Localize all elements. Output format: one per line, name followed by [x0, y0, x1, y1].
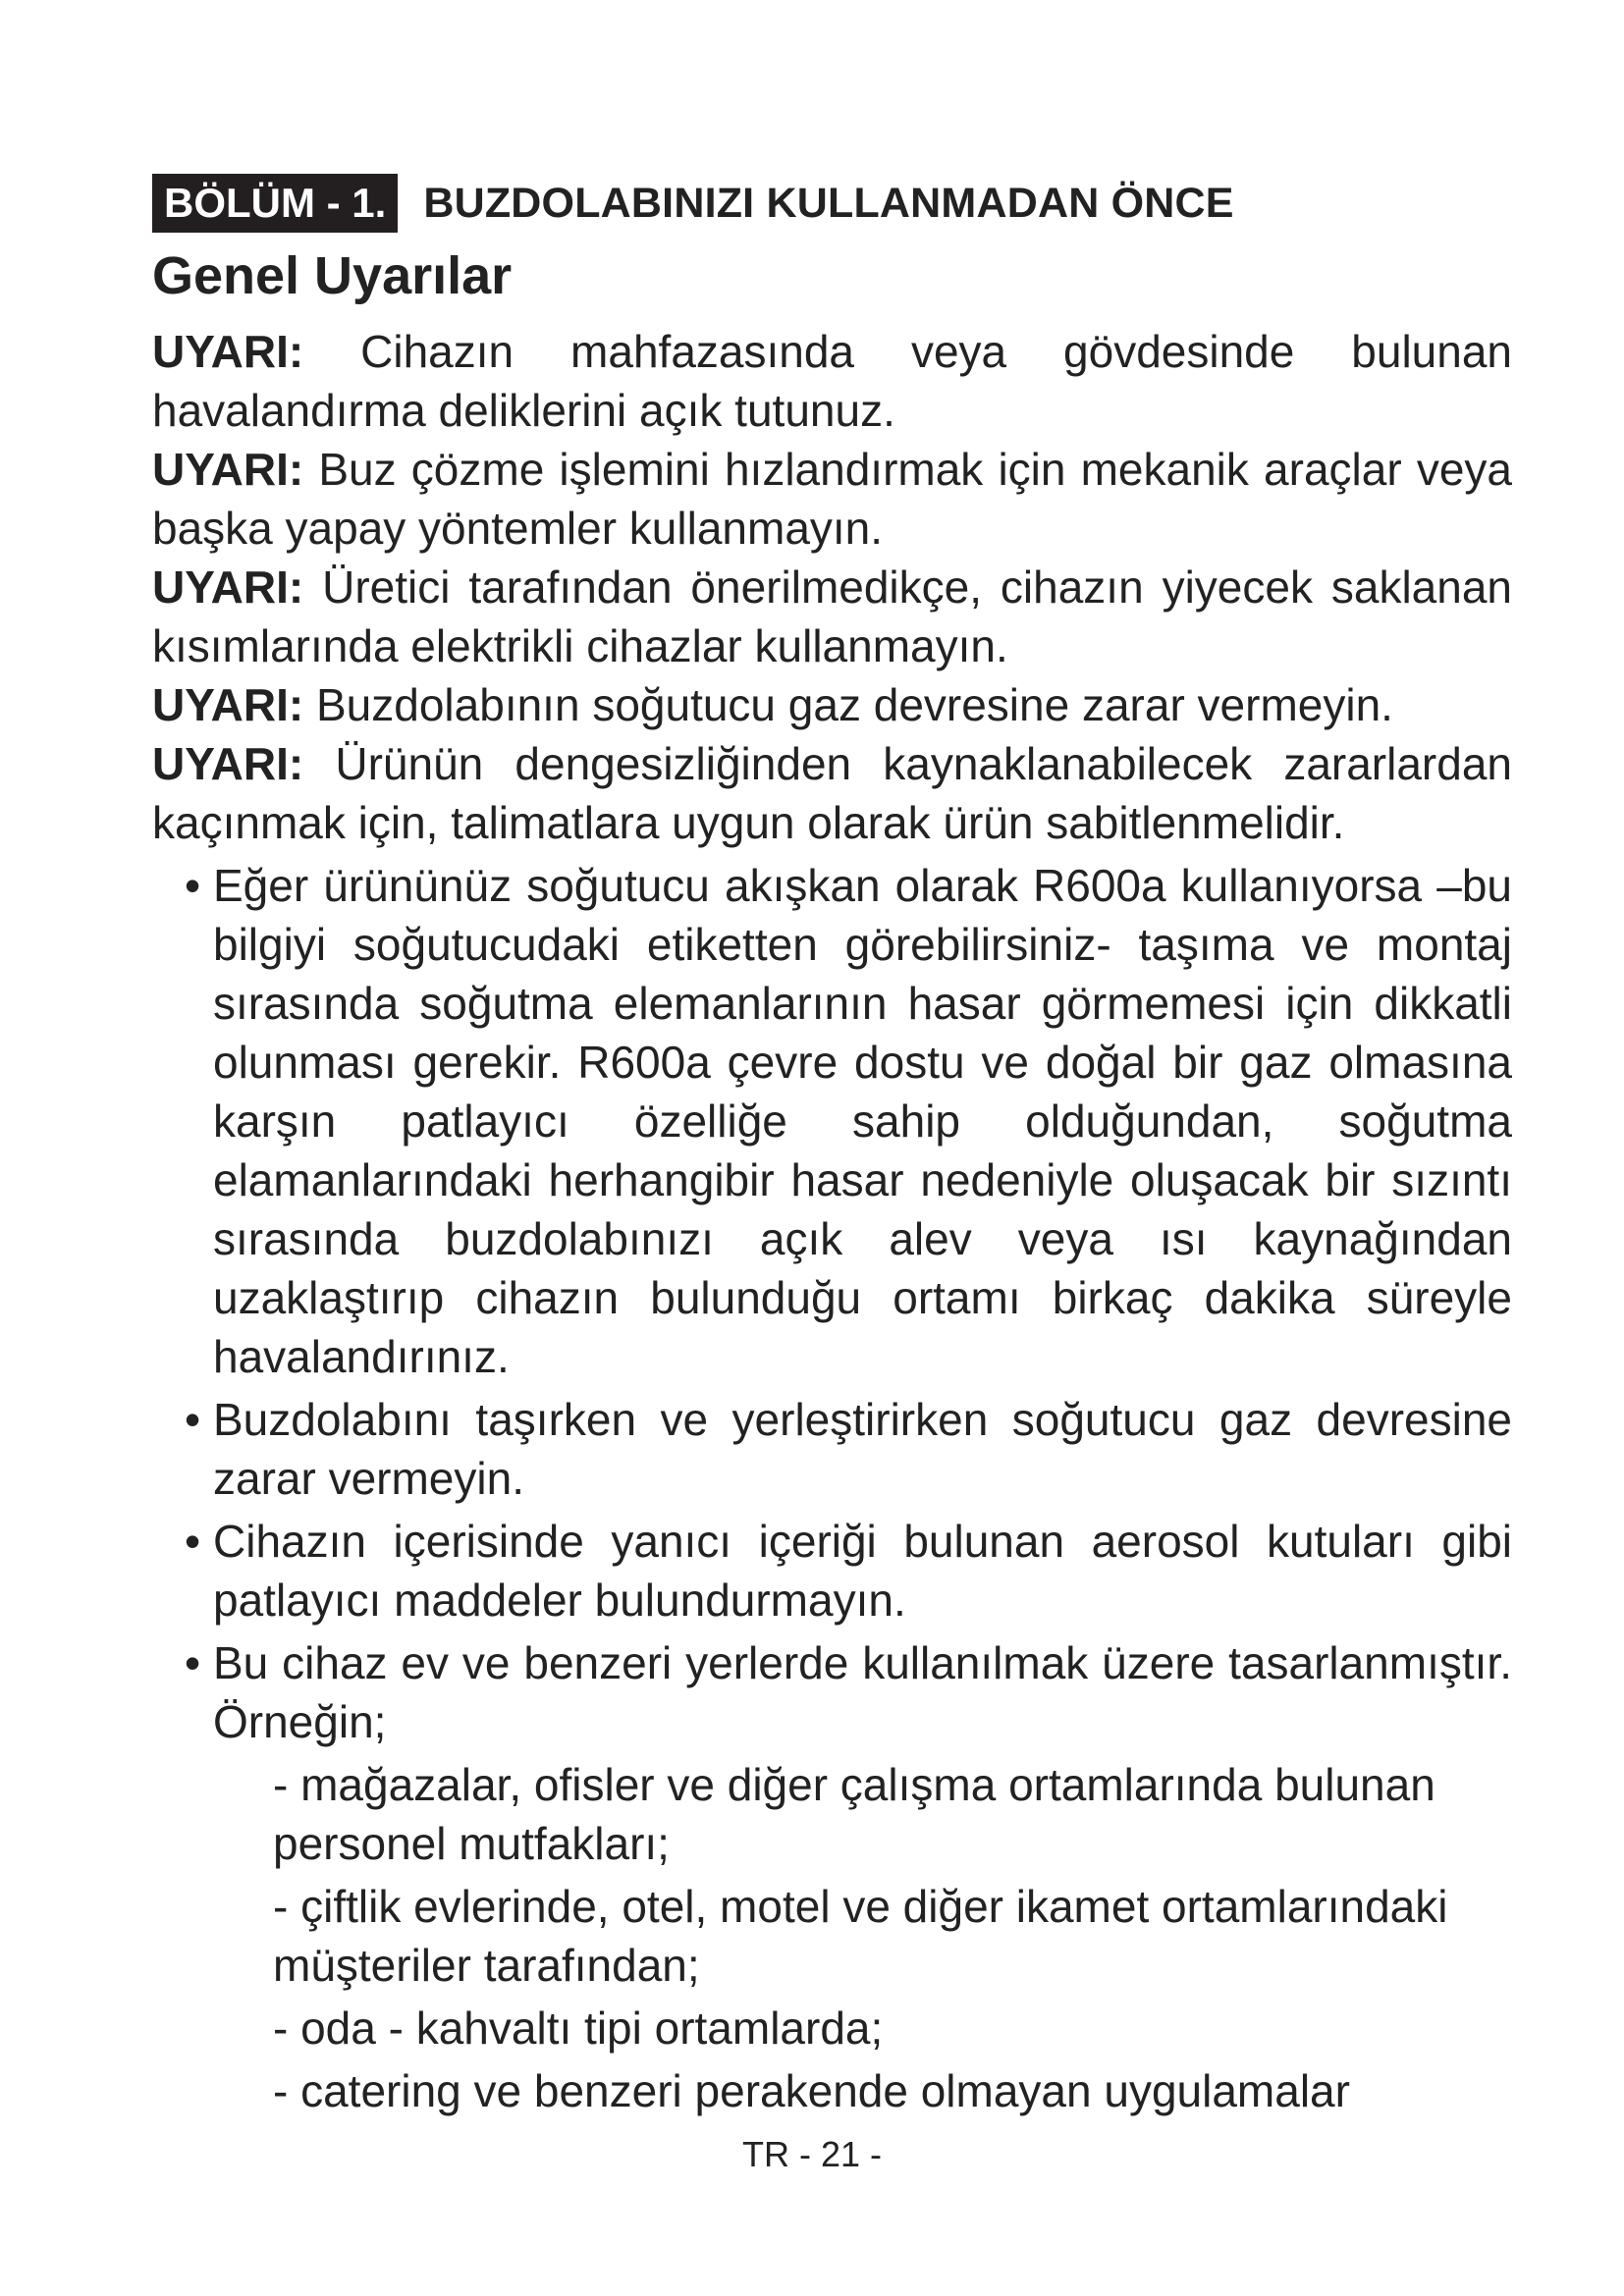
- warning-paragraph: [152, 734, 1512, 852]
- section-badge: BÖLÜM - 1.: [152, 174, 398, 233]
- list-item-text: Cihazın içerisinde yanıcı içeriği bulunan aerosol kutuları gibi patlayıcı maddeler bulundurmayın.: [213, 1516, 1512, 1626]
- page-subtitle: Genel Uyarılar: [152, 246, 513, 305]
- bullet-icon: •: [185, 1394, 201, 1445]
- warning-paragraph: [152, 675, 1512, 734]
- warning-text: Üretici tarafından önerilmedikçe, cihazın yiyecek saklanan kısımlarında elektrikli cihazlar kullanmayın.: [152, 561, 1512, 671]
- usage-examples-list: [152, 1755, 1512, 2120]
- warning-label: UYARI:: [152, 444, 304, 495]
- section-header: [152, 173, 1234, 234]
- warning-label: UYARI:: [152, 326, 304, 377]
- usage-example-item: - oda - kahvaltı tipi ortamlarda;: [273, 2002, 884, 2054]
- warning-text: Cihazın mahfazasında veya gövdesinde bulunan havalandırma deliklerini açık tutunuz.: [152, 326, 1512, 436]
- warning-paragraph: [152, 322, 1512, 440]
- bullet-icon: •: [185, 860, 201, 911]
- list-item: [152, 1390, 1512, 1508]
- warning-paragraph: [152, 558, 1512, 675]
- list-item: [152, 1633, 1512, 1751]
- list-item-text: Buzdolabını taşırken ve yerleştirirken soğutucu gaz devresine zarar vermeyin.: [213, 1394, 1512, 1504]
- bullet-icon: •: [185, 1516, 201, 1567]
- page-number: TR - 21 -: [741, 2134, 882, 2174]
- warning-text: Ürünün dengesizliğinden kaynaklanabilecek zararlardan kaçınmak için, talimatlara uygun olarak ürün sabitlenmelidir.: [152, 738, 1512, 848]
- usage-example-item: - çiftlik evlerinde, otel, motel ve diğer ikamet ortamlarındaki müşteriler tarafından;: [273, 1881, 1448, 1991]
- section-title: BUZDOLABINIZI KULLANMADAN ÖNCE: [423, 179, 1234, 227]
- warning-text: Buz çözme işlemini hızlandırmak için mekanik araçlar veya başka yapay yöntemler kullanmayın.: [152, 444, 1512, 554]
- bullet-list: [152, 856, 1512, 1751]
- usage-example-item: - mağazalar, ofisler ve diğer çalışma ortamlarında bulunan personel mutfakları;: [273, 1759, 1435, 1869]
- warning-label: UYARI:: [152, 738, 304, 789]
- list-item-text: Eğer ürününüz soğutucu akışkan olarak R600a kullanıyorsa –bu bilgiyi soğutucudaki etiketten görebilirsiniz- taşıma ve montaj sırasında soğutma elemanlarının hasar görmemesi için dikkatli olunması gerekir. R600a çevre dostu ve doğal bir gaz olmasına karşın patlayıcı özelliğe sahip olduğundan, soğutma elamanlarındaki herhangibir hasar nedeniyle oluşacak bir sızıntı sırasında buzdolabınızı açık alev veya ısı kaynağından uzaklaştırıp cihazın bulunduğu ortamı birkaç dakika süreyle havalandırınız.: [213, 860, 1512, 1382]
- warning-label: UYARI:: [152, 679, 304, 730]
- bullet-icon: •: [185, 1637, 201, 1688]
- warning-label: UYARI:: [152, 561, 304, 613]
- list-item-text: Bu cihaz ev ve benzeri yerlerde kullanılmak üzere tasarlanmıştır. Örneğin;: [213, 1637, 1512, 1747]
- warning-text: Buzdolabının soğutucu gaz devresine zarar vermeyin.: [303, 679, 1393, 730]
- usage-example-item: - catering ve benzeri perakende olmayan uygulamalar: [273, 2065, 1350, 2116]
- content-body: [152, 322, 1512, 2120]
- list-item: [152, 856, 1512, 1386]
- warning-paragraph: [152, 440, 1512, 558]
- list-item: [152, 1512, 1512, 1629]
